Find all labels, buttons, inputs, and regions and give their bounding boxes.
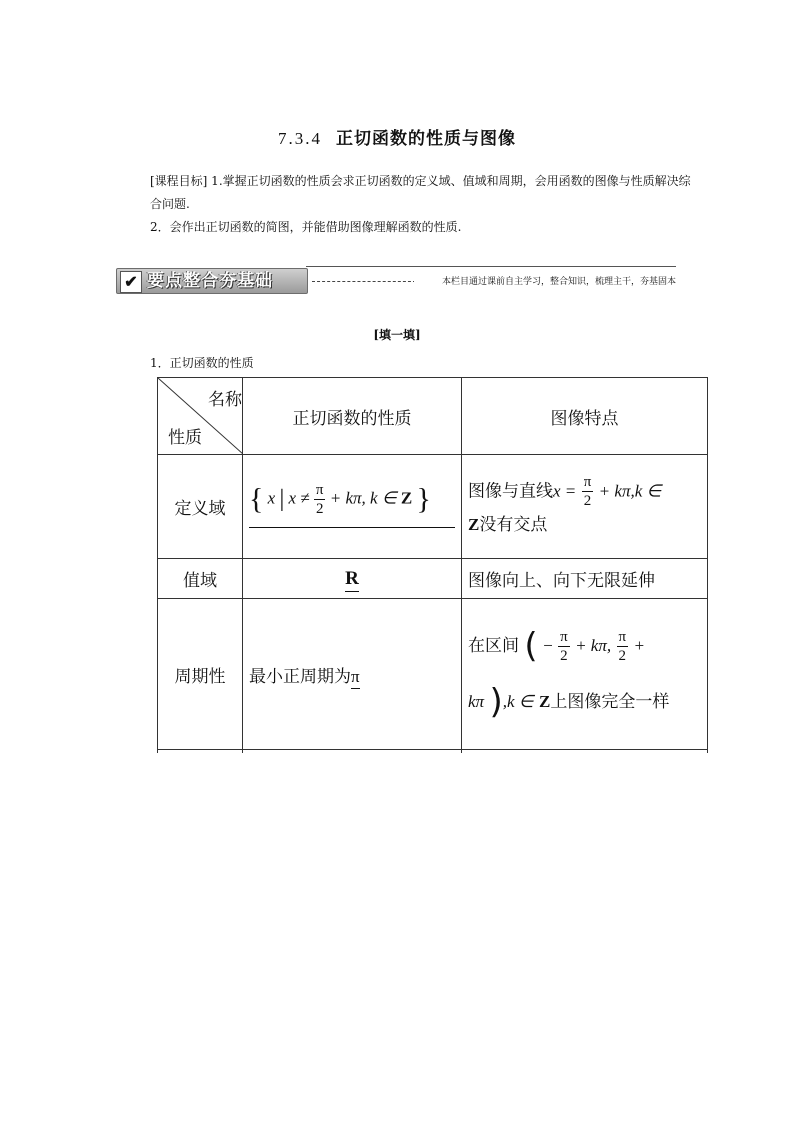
- table-row-domain: [158, 455, 708, 559]
- row-label-range: 值域: [158, 559, 243, 599]
- period-cell: 最小正周期为π: [243, 599, 462, 750]
- col-header-features: 图像特点: [462, 378, 708, 455]
- col-header-properties: 正切函数的性质: [243, 378, 462, 455]
- page-title: [0, 124, 794, 149]
- header-property: 性质: [168, 428, 202, 448]
- domain-answer-underline: [249, 527, 455, 528]
- table-row-range: [158, 559, 708, 599]
- range-feature: 图像向上、向下无限延伸: [462, 559, 708, 599]
- banner-note: 本栏目通过课前自主学习，整合知识，梳理主干，夯基固本: [439, 277, 676, 287]
- domain-cell: [243, 455, 462, 559]
- banner-note-wrap: [414, 274, 676, 287]
- table-header-row: [158, 378, 708, 455]
- banner-label: 要点整合夯基础: [147, 271, 273, 291]
- fill-heading: [填一填]: [373, 328, 421, 342]
- pi-over-2-fraction: $\frac{\pi}{2}$: [315, 482, 324, 517]
- diagonal-header-cell: [158, 378, 243, 455]
- properties-table: [157, 377, 708, 753]
- section-number: 7.3.4: [278, 129, 322, 148]
- goal-2: 2．会作出正切函数的简图，并能借助图像理解函数的性质.: [150, 220, 462, 234]
- table-row-period: [158, 599, 708, 750]
- course-goals: [150, 170, 696, 239]
- banner-top-rule: [306, 266, 676, 267]
- banner-tag: [116, 268, 308, 294]
- range-cell: [243, 559, 462, 599]
- row-label-period: 周期性: [158, 599, 243, 750]
- range-answer: R: [345, 568, 359, 592]
- goal-1: [课程目标] 1.掌握正切函数的性质会求正切函数的定义域、值域和周期，会用函数的图像与性质解决综合问题.: [150, 174, 691, 211]
- section-title: 1．正切函数的性质: [150, 356, 254, 370]
- domain-set-expression: { x | x ≠ $\frac{\pi}{2}$ + kπ, k ∈ Z }: [249, 482, 431, 517]
- header-name: 名称: [208, 390, 242, 410]
- check-icon: ✔: [120, 271, 142, 293]
- period-feature: 在区间 ( − $\frac{\pi}{2}$ + kπ, $\frac{\pi}{2}$ + kπ ),k ∈ Z上图像完全一样: [462, 599, 708, 750]
- section-banner: [116, 266, 676, 296]
- period-answer: π: [351, 667, 360, 689]
- domain-feature: 图像与直线x = $\frac{\pi}{2}$ + kπ,k ∈ Z没有交点: [462, 455, 708, 559]
- row-label-domain: 定义域: [158, 455, 243, 559]
- section-heading: 正切函数的性质与图像: [336, 129, 516, 149]
- table-row-continued: [158, 750, 708, 754]
